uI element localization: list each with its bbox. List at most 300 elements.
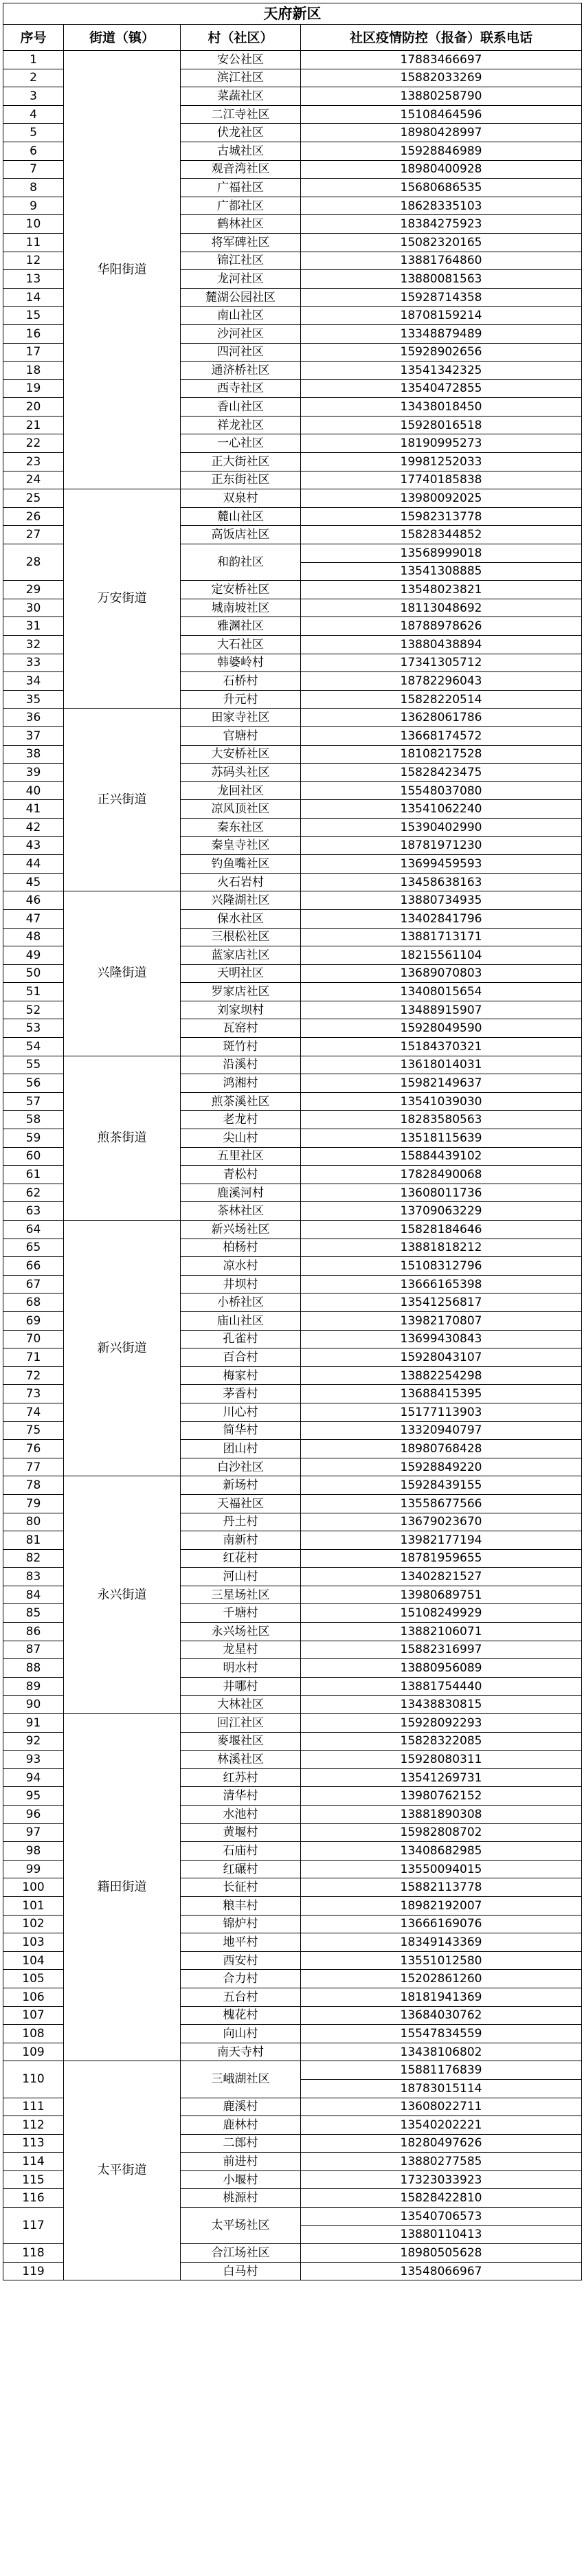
row-index: 98 <box>3 1842 64 1861</box>
community-name: 南新村 <box>181 1531 301 1550</box>
row-index: 75 <box>3 1421 64 1440</box>
community-name: 秦东社区 <box>181 818 301 836</box>
row-index: 1 <box>3 51 64 69</box>
street-name: 籍田街道 <box>64 1714 181 2061</box>
row-index: 60 <box>3 1147 64 1166</box>
phone-number: 18980505628 <box>301 2244 582 2263</box>
phone-number: 18113048692 <box>301 599 582 617</box>
phone-number: 13684030762 <box>301 2006 582 2025</box>
phone-number: 17883466697 <box>301 51 582 69</box>
phone-number: 15828422810 <box>301 2189 582 2208</box>
phone-number: 18788978626 <box>301 617 582 636</box>
row-index: 22 <box>3 434 64 453</box>
phone-number: 17341305712 <box>301 654 582 672</box>
row-index: 114 <box>3 2153 64 2171</box>
phone-number: 15928016518 <box>301 416 582 434</box>
phone-number: 15928049590 <box>301 1019 582 1038</box>
phone-number: 15202861260 <box>301 1970 582 1988</box>
row-index: 23 <box>3 453 64 471</box>
row-index: 46 <box>3 891 64 910</box>
row-index: 5 <box>3 124 64 142</box>
phone-number: 13666169076 <box>301 1915 582 1933</box>
community-name: 通济桥社区 <box>181 362 301 380</box>
community-name: 孔雀村 <box>181 1330 301 1348</box>
community-name: 青松村 <box>181 1166 301 1184</box>
row-index: 14 <box>3 288 64 307</box>
community-name: 田家寺社区 <box>181 709 301 727</box>
phone-number: 17323033923 <box>301 2170 582 2189</box>
row-index: 115 <box>3 2170 64 2189</box>
phone-number: 15108249929 <box>301 1604 582 1623</box>
table-row <box>3 2061 582 2080</box>
row-index: 30 <box>3 599 64 617</box>
community-name: 合江场社区 <box>181 2244 301 2263</box>
community-name: 地平村 <box>181 1933 301 1952</box>
phone-number: 15882113778 <box>301 1878 582 1897</box>
row-index: 4 <box>3 105 64 124</box>
row-index: 76 <box>3 1440 64 1458</box>
phone-number: 15828344852 <box>301 526 582 544</box>
phone-number: 17740185838 <box>301 471 582 489</box>
phone-number: 15390402990 <box>301 818 582 836</box>
community-name: 广福社区 <box>181 179 301 197</box>
community-name: 水池村 <box>181 1806 301 1824</box>
row-index: 110 <box>3 2061 64 2098</box>
community-name: 兴隆湖社区 <box>181 891 301 910</box>
table-row <box>3 891 582 910</box>
row-index: 25 <box>3 489 64 508</box>
header-row <box>3 25 582 51</box>
phone-number: 13541269731 <box>301 1768 582 1787</box>
phone-number: 15928092293 <box>301 1714 582 1733</box>
community-name: 茅香村 <box>181 1385 301 1403</box>
header-phone: 社区疫情防控（报备）联系电话 <box>301 25 582 51</box>
community-name: 凉水村 <box>181 1257 301 1276</box>
phone-number: 18980428997 <box>301 124 582 142</box>
community-name: 祥龙社区 <box>181 416 301 434</box>
phone-number: 15108464596 <box>301 105 582 124</box>
community-name: 四河社区 <box>181 343 301 362</box>
header-street: 街道（镇） <box>64 25 181 51</box>
community-name: 白沙社区 <box>181 1458 301 1476</box>
contact-table-sheet <box>3 3 581 2280</box>
street-name: 万安街道 <box>64 489 181 709</box>
community-name: 高饭店社区 <box>181 526 301 544</box>
row-index: 40 <box>3 781 64 800</box>
row-index: 99 <box>3 1860 64 1878</box>
phone-number: 18783015114 <box>301 2079 582 2098</box>
street-name: 太平街道 <box>64 2061 181 2280</box>
phone-number: 15547834559 <box>301 2025 582 2043</box>
row-index: 54 <box>3 1038 64 1056</box>
phone-number: 18190995273 <box>301 434 582 453</box>
community-name: 梅家村 <box>181 1366 301 1385</box>
row-index: 3 <box>3 87 64 106</box>
row-index: 27 <box>3 526 64 544</box>
row-index: 15 <box>3 307 64 325</box>
row-index: 72 <box>3 1366 64 1385</box>
community-name: 红碾村 <box>181 1860 301 1878</box>
community-name: 回江社区 <box>181 1714 301 1733</box>
row-index: 87 <box>3 1641 64 1659</box>
contact-table <box>3 3 582 2280</box>
community-name: 新场村 <box>181 1476 301 1495</box>
community-name: 苏码头社区 <box>181 764 301 782</box>
community-name: 官塘村 <box>181 726 301 745</box>
phone-number: 13608022711 <box>301 2098 582 2116</box>
community-name: 升元村 <box>181 690 301 709</box>
community-name: 前进村 <box>181 2153 301 2171</box>
row-index: 37 <box>3 726 64 745</box>
row-index: 108 <box>3 2025 64 2043</box>
street-name: 兴隆街道 <box>64 891 181 1056</box>
phone-number: 13880258790 <box>301 87 582 106</box>
phone-number: 13699459593 <box>301 855 582 874</box>
row-index: 85 <box>3 1604 64 1623</box>
community-name: 红苏村 <box>181 1768 301 1787</box>
phone-number: 13540202221 <box>301 2116 582 2135</box>
community-name: 井坝村 <box>181 1275 301 1293</box>
phone-number: 15828220514 <box>301 690 582 709</box>
community-name: 小桥社区 <box>181 1293 301 1312</box>
row-index: 48 <box>3 928 64 946</box>
row-index: 58 <box>3 1111 64 1129</box>
row-index: 103 <box>3 1933 64 1952</box>
row-index: 19 <box>3 379 64 398</box>
phone-number: 13488915907 <box>301 1001 582 1019</box>
phone-number: 18781971230 <box>301 836 582 855</box>
phone-number: 13518115639 <box>301 1129 582 1148</box>
community-name: 钓鱼嘴社区 <box>181 855 301 874</box>
phone-number: 18283580563 <box>301 1111 582 1129</box>
phone-number: 15982808702 <box>301 1823 582 1842</box>
row-index: 55 <box>3 1056 64 1074</box>
community-name: 河山村 <box>181 1568 301 1586</box>
phone-number: 13540472855 <box>301 379 582 398</box>
community-name: 韩婆岭村 <box>181 654 301 672</box>
row-index: 41 <box>3 800 64 819</box>
phone-number: 13668174572 <box>301 726 582 745</box>
community-name: 简华村 <box>181 1421 301 1440</box>
row-index: 69 <box>3 1311 64 1330</box>
row-index: 18 <box>3 362 64 380</box>
community-name: 三峨湖社区 <box>181 2061 301 2098</box>
row-index: 64 <box>3 1221 64 1239</box>
phone-number: 18215561104 <box>301 946 582 965</box>
row-index: 24 <box>3 471 64 489</box>
community-name: 五里社区 <box>181 1147 301 1166</box>
phone-number: 13568999018 <box>301 544 582 563</box>
community-name: 古城社区 <box>181 142 301 160</box>
community-name: 川心村 <box>181 1403 301 1421</box>
phone-number: 15928849220 <box>301 1458 582 1476</box>
row-index: 67 <box>3 1275 64 1293</box>
table-row <box>3 1714 582 1733</box>
community-name: 鹿林村 <box>181 2116 301 2135</box>
community-name: 南山社区 <box>181 307 301 325</box>
row-index: 7 <box>3 160 64 179</box>
community-name: 凉风顶社区 <box>181 800 301 819</box>
phone-number: 17828490068 <box>301 1166 582 1184</box>
row-index: 62 <box>3 1184 64 1202</box>
community-name: 桃源村 <box>181 2189 301 2208</box>
phone-number: 13628061786 <box>301 709 582 727</box>
community-name: 和韵社区 <box>181 544 301 581</box>
row-index: 52 <box>3 1001 64 1019</box>
row-index: 104 <box>3 1951 64 1970</box>
row-index: 70 <box>3 1330 64 1348</box>
row-index: 91 <box>3 1714 64 1733</box>
community-name: 广都社区 <box>181 197 301 215</box>
community-name: 小堰村 <box>181 2170 301 2189</box>
phone-number: 13980689751 <box>301 1586 582 1604</box>
community-name: 龙回社区 <box>181 781 301 800</box>
row-index: 78 <box>3 1476 64 1495</box>
phone-number: 13558677566 <box>301 1494 582 1513</box>
phone-number: 13541256817 <box>301 1293 582 1312</box>
community-name: 尖山村 <box>181 1129 301 1148</box>
community-name: 红花村 <box>181 1549 301 1568</box>
phone-number: 15882033269 <box>301 69 582 87</box>
row-index: 61 <box>3 1166 64 1184</box>
row-index: 35 <box>3 690 64 709</box>
phone-number: 13540706573 <box>301 2208 582 2226</box>
phone-number: 15884439102 <box>301 1147 582 1166</box>
community-name: 粮丰村 <box>181 1896 301 1915</box>
row-index: 9 <box>3 197 64 215</box>
row-index: 28 <box>3 544 64 581</box>
row-index: 51 <box>3 983 64 1001</box>
row-index: 32 <box>3 636 64 654</box>
community-name: 香山社区 <box>181 398 301 417</box>
community-name: 一心社区 <box>181 434 301 453</box>
community-name: 鹿溪河村 <box>181 1184 301 1202</box>
row-index: 29 <box>3 581 64 599</box>
community-name: 煎茶溪社区 <box>181 1092 301 1111</box>
row-index: 17 <box>3 343 64 362</box>
row-index: 49 <box>3 946 64 965</box>
community-name: 鹤林社区 <box>181 215 301 234</box>
phone-number: 19981252033 <box>301 453 582 471</box>
row-index: 66 <box>3 1257 64 1276</box>
phone-number: 18384275923 <box>301 215 582 234</box>
community-name: 西安村 <box>181 1951 301 1970</box>
community-name: 二江寺社区 <box>181 105 301 124</box>
row-index: 119 <box>3 2262 64 2280</box>
phone-number: 15928080311 <box>301 1751 582 1769</box>
community-name: 麓湖公园社区 <box>181 288 301 307</box>
community-name: 黄堰村 <box>181 1823 301 1842</box>
phone-number: 13438106802 <box>301 2043 582 2061</box>
phone-number: 13980092025 <box>301 489 582 508</box>
phone-number: 13689070803 <box>301 964 582 983</box>
row-index: 11 <box>3 233 64 252</box>
row-index: 95 <box>3 1787 64 1806</box>
community-name: 龙河社区 <box>181 270 301 289</box>
phone-number: 15680686535 <box>301 179 582 197</box>
phone-number: 13982177194 <box>301 1531 582 1550</box>
phone-number: 18781959655 <box>301 1549 582 1568</box>
row-index: 79 <box>3 1494 64 1513</box>
community-name: 罗家店社区 <box>181 983 301 1001</box>
street-name: 煎茶街道 <box>64 1056 181 1220</box>
community-name: 槐花村 <box>181 2006 301 2025</box>
row-index: 56 <box>3 1074 64 1093</box>
community-name: 伏龙社区 <box>181 124 301 142</box>
community-name: 清华村 <box>181 1787 301 1806</box>
row-index: 12 <box>3 252 64 270</box>
community-name: 团山村 <box>181 1440 301 1458</box>
phone-number: 15928846989 <box>301 142 582 160</box>
community-name: 秦皇寺社区 <box>181 836 301 855</box>
community-name: 新兴场社区 <box>181 1221 301 1239</box>
phone-number: 13881713171 <box>301 928 582 946</box>
phone-number: 13438830815 <box>301 1696 582 1714</box>
row-index: 106 <box>3 1988 64 2006</box>
phone-number: 13550094015 <box>301 1860 582 1878</box>
phone-number: 18782296043 <box>301 672 582 691</box>
row-index: 57 <box>3 1092 64 1111</box>
row-index: 109 <box>3 2043 64 2061</box>
phone-number: 13881890308 <box>301 1806 582 1824</box>
row-index: 8 <box>3 179 64 197</box>
phone-number: 15982313778 <box>301 507 582 526</box>
phone-number: 15982149637 <box>301 1074 582 1093</box>
phone-number: 15548037080 <box>301 781 582 800</box>
phone-number: 15882316997 <box>301 1641 582 1659</box>
row-index: 31 <box>3 617 64 636</box>
community-name: 锦江社区 <box>181 252 301 270</box>
row-index: 6 <box>3 142 64 160</box>
phone-number: 13408015654 <box>301 983 582 1001</box>
phone-number: 13881754440 <box>301 1677 582 1696</box>
row-index: 86 <box>3 1623 64 1641</box>
community-name: 刘家坝村 <box>181 1001 301 1019</box>
community-name: 向山村 <box>181 2025 301 2043</box>
row-index: 45 <box>3 873 64 891</box>
phone-number: 18280497626 <box>301 2134 582 2153</box>
row-index: 84 <box>3 1586 64 1604</box>
phone-number: 13618014031 <box>301 1056 582 1074</box>
row-index: 13 <box>3 270 64 289</box>
phone-number: 18349143369 <box>301 1933 582 1952</box>
phone-number: 13880277585 <box>301 2153 582 2171</box>
community-name: 观音湾社区 <box>181 160 301 179</box>
phone-number: 18980768428 <box>301 1440 582 1458</box>
community-name: 雅渊社区 <box>181 617 301 636</box>
row-index: 39 <box>3 764 64 782</box>
community-name: 沿溪村 <box>181 1056 301 1074</box>
row-index: 73 <box>3 1385 64 1403</box>
phone-number: 13551012580 <box>301 1951 582 1970</box>
phone-number: 13881818212 <box>301 1239 582 1257</box>
row-index: 50 <box>3 964 64 983</box>
community-name: 将军碑社区 <box>181 233 301 252</box>
community-name: 天明社区 <box>181 964 301 983</box>
community-name: 斑竹村 <box>181 1038 301 1056</box>
phone-number: 13881764860 <box>301 252 582 270</box>
community-name: 大安桥社区 <box>181 745 301 764</box>
phone-number: 13880956089 <box>301 1659 582 1678</box>
row-index: 82 <box>3 1549 64 1568</box>
row-index: 117 <box>3 2208 64 2244</box>
phone-number: 18108217528 <box>301 745 582 764</box>
street-name: 永兴街道 <box>64 1476 181 1714</box>
row-index: 81 <box>3 1531 64 1550</box>
row-index: 65 <box>3 1239 64 1257</box>
community-name: 鹿溪村 <box>181 2098 301 2116</box>
row-index: 21 <box>3 416 64 434</box>
phone-number: 18181941369 <box>301 1988 582 2006</box>
community-name: 安公社区 <box>181 51 301 69</box>
phone-number: 15881176839 <box>301 2061 582 2080</box>
table-row <box>3 489 582 508</box>
community-name: 大林社区 <box>181 1696 301 1714</box>
community-name: 西寺社区 <box>181 379 301 398</box>
community-name: 林溪社区 <box>181 1751 301 1769</box>
row-index: 33 <box>3 654 64 672</box>
community-name: 锦炉村 <box>181 1915 301 1933</box>
row-index: 118 <box>3 2244 64 2263</box>
row-index: 107 <box>3 2006 64 2025</box>
community-name: 蓝家店社区 <box>181 946 301 965</box>
row-index: 2 <box>3 69 64 87</box>
phone-number: 13699430843 <box>301 1330 582 1348</box>
row-index: 93 <box>3 1751 64 1769</box>
community-name: 定安桥社区 <box>181 581 301 599</box>
phone-number: 15928714358 <box>301 288 582 307</box>
row-index: 68 <box>3 1293 64 1312</box>
row-index: 116 <box>3 2189 64 2208</box>
row-index: 88 <box>3 1659 64 1678</box>
phone-number: 13882254298 <box>301 1366 582 1385</box>
phone-number: 13880110413 <box>301 2225 582 2244</box>
phone-number: 13438018450 <box>301 398 582 417</box>
row-index: 34 <box>3 672 64 691</box>
row-index: 59 <box>3 1129 64 1148</box>
phone-number: 18708159214 <box>301 307 582 325</box>
community-name: 百合村 <box>181 1348 301 1367</box>
community-name: 正东街社区 <box>181 471 301 489</box>
community-name: 鸿湘村 <box>181 1074 301 1093</box>
community-name: 三星场社区 <box>181 1586 301 1604</box>
phone-number: 13541342325 <box>301 362 582 380</box>
row-index: 105 <box>3 1970 64 1988</box>
row-index: 83 <box>3 1568 64 1586</box>
table-body <box>3 51 582 2280</box>
phone-number: 15928043107 <box>301 1348 582 1367</box>
row-index: 101 <box>3 1896 64 1915</box>
street-name: 正兴街道 <box>64 709 181 891</box>
title-row <box>3 3 582 25</box>
community-name: 麓山社区 <box>181 507 301 526</box>
header-index: 序号 <box>3 25 64 51</box>
row-index: 10 <box>3 215 64 234</box>
row-index: 77 <box>3 1458 64 1476</box>
table-row <box>3 1056 582 1074</box>
row-index: 44 <box>3 855 64 874</box>
community-name: 三根松社区 <box>181 928 301 946</box>
community-name: 老龙村 <box>181 1111 301 1129</box>
community-name: 丹土村 <box>181 1513 301 1531</box>
phone-number: 13541062240 <box>301 800 582 819</box>
phone-number: 15108312796 <box>301 1257 582 1276</box>
community-name: 五台村 <box>181 1988 301 2006</box>
phone-number: 13402821527 <box>301 1568 582 1586</box>
phone-number: 13666165398 <box>301 1275 582 1293</box>
community-name: 太平场社区 <box>181 2208 301 2244</box>
phone-number: 18980400928 <box>301 160 582 179</box>
